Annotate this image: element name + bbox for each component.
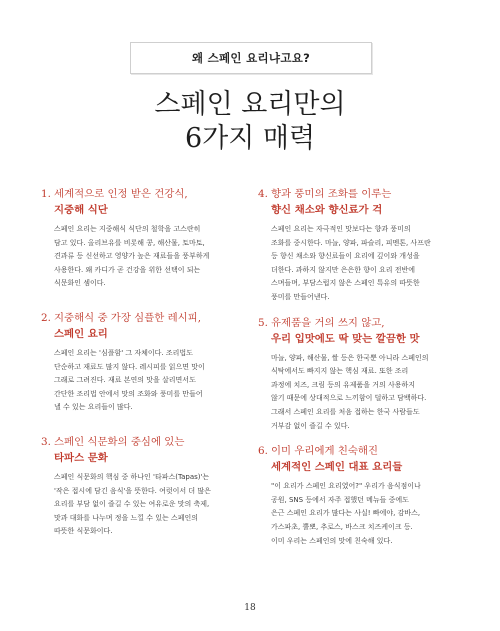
section-6-body-line: 이미 우리는 스페인의 맛에 친숙해 있다. xyxy=(271,536,393,545)
section-3-heading-line-2: 타파스 문화 xyxy=(54,451,108,464)
section-5-heading xyxy=(258,315,457,347)
left-column xyxy=(41,186,240,551)
section-4-heading-line-1: 향과 풍미의 조화를 이루는 xyxy=(271,188,392,200)
section-4-number: 4. xyxy=(258,188,268,200)
section-1-body-line: 스페인 요리는 지중해식 식단의 철학을 고스란히 xyxy=(54,225,201,233)
section-6-body-line: 가스파초, 뿔뽀, 추로스, 바스크 치즈케이크 등. xyxy=(271,522,413,531)
section-3-body-line: 따뜻한 식문화이다. xyxy=(54,527,113,536)
section-4-body xyxy=(258,223,457,305)
section-tab-label: 왜 스페인 요리냐고요? xyxy=(130,42,372,74)
section-4-heading xyxy=(258,186,457,218)
section-6-body-line: 은근 스페인 요리가 많다는 사실! 빠에야, 감바스, xyxy=(271,509,421,518)
section-4 xyxy=(258,186,457,305)
section-4-body-line: 더한다. 과하지 않지만 은은한 향이 요리 전반에 xyxy=(271,265,416,274)
section-1-number: 1. xyxy=(41,188,51,200)
section-4-heading-line-2: 향신 채소와 향신료가 걱 xyxy=(271,204,383,216)
section-6-number: 6. xyxy=(258,445,268,458)
section-4-body-line: 등 향신 채소와 향신료들이 요리에 깊이와 개성을 xyxy=(271,252,420,261)
section-5-body-line: 마늘, 양파, 해산물, 쌀 등은 한국뿐 아니라 스페인의 xyxy=(271,353,429,362)
section-1 xyxy=(41,186,240,291)
section-2-body-line: 낼 수 있는 요리들이 많다. xyxy=(54,403,133,412)
page-number: 18 xyxy=(244,603,256,613)
section-1-heading-line-1: 세계적으로 인정 받은 건강식, xyxy=(54,188,188,200)
page-title xyxy=(0,88,500,156)
section-5 xyxy=(258,315,457,434)
section-3-body xyxy=(41,471,240,539)
section-6-heading xyxy=(258,443,457,475)
section-5-heading-line-2: 우리 입맛에도 딱 맞는 깔끔한 맛 xyxy=(271,332,420,345)
section-2-heading-line-1: 지중해식 중 가장 심플한 레시피, xyxy=(54,311,201,324)
section-2-body-line: 스페인 요리는 '심플함' 그 자체이다. 조리법도 xyxy=(54,348,193,357)
section-4-body-line: 조화를 중시한다. 마늘, 양파, 파슬리, 피멘톤, 사프란 xyxy=(271,238,431,247)
section-2 xyxy=(41,310,240,415)
section-5-body-line: 과정에 치즈, 크림 등의 유제품을 거의 사용하지 xyxy=(271,380,416,389)
section-6-body xyxy=(258,480,457,548)
section-1-heading-line-2: 지중해 식단 xyxy=(54,204,108,216)
section-1-body xyxy=(41,223,240,291)
section-6-heading-line-1: 이미 우리에게 친숙해진 xyxy=(271,445,378,458)
section-3-heading-line-1: 스페인 식문화의 중심에 있는 xyxy=(54,435,185,448)
section-1-body-line: 식문화인 셈이다. xyxy=(54,279,106,288)
section-2-body-line: 단순하고 재료도 많지 않다. 레시피를 읽으면 맛이 xyxy=(54,362,205,371)
section-2-body xyxy=(41,347,240,415)
section-3-body-line: '작은 접시에 담긴 음식'을 뜻한다. 여럿이서 더 많은 xyxy=(54,486,211,495)
section-3-body-line: 요리를 부담 없이 즐길 수 있는 여유로운 맛의 축제, xyxy=(54,500,210,509)
section-3-body-line: 스페인 식문화의 핵심 중 하나인 '타파스(Tapas)'는 xyxy=(54,472,210,481)
section-6-heading-line-2: 세계적인 스페인 대표 요리들 xyxy=(271,461,403,474)
section-2-heading-line-2: 스페인 요리 xyxy=(54,327,108,340)
section-6-body-line: 공원, SNS 등에서 자주 접했던 메뉴들 중에도 xyxy=(271,495,409,504)
section-1-body-line: 사용한다. 왜 카디가 곧 건강을 위한 선택이 되는 xyxy=(54,265,201,274)
section-3 xyxy=(41,434,240,539)
section-5-body xyxy=(258,352,457,434)
page-title-line-2: 6가지 매력 xyxy=(184,123,316,154)
section-6-body-line: "이 요리가 스페인 요리였어?" 우리가 음식점이나 xyxy=(271,482,421,491)
section-1-heading xyxy=(41,186,240,218)
section-4-body-line: 스며들며, 부담스럽지 않은 스페인 특유의 따뜻한 xyxy=(271,279,420,288)
section-4-body-line: 풍미를 만들어낸다. xyxy=(271,292,330,301)
section-5-body-line: 식탁에서도 빠지지 않는 핵심 재료. 또한 조리 xyxy=(271,367,409,376)
section-2-body-line: 간단한 조리법 안에서 맛의 조화와 풍미를 만들어 xyxy=(54,389,203,398)
section-6 xyxy=(258,443,457,548)
section-5-heading-line-1: 유제품을 거의 쓰지 않고, xyxy=(271,316,385,329)
right-column xyxy=(258,186,457,560)
section-5-body-line: 않기 때문에 상대적으로 느끼함이 덜하고 담백하다. xyxy=(271,394,427,403)
section-4-body-line: 스페인 요리는 자극적인 맛보다는 향과 풍미의 xyxy=(271,225,411,233)
section-1-body-line: 견과류 등 신선하고 영양가 높은 재료들을 풍부하게 xyxy=(54,252,210,261)
section-5-body-line: 거부감 없이 즐길 수 있다. xyxy=(271,421,350,430)
section-2-number: 2. xyxy=(41,311,51,324)
section-2-body-line: 그래로 그려진다. 재료 본연의 맛을 살리면서도 xyxy=(54,376,196,385)
section-2-heading xyxy=(41,310,240,342)
section-1-body-line: 담고 있다. 올리브유를 비롯해 콩, 해산물, 토마토, xyxy=(54,238,205,247)
section-5-number: 5. xyxy=(258,316,268,329)
section-3-heading xyxy=(41,434,240,466)
section-3-number: 3. xyxy=(41,435,51,448)
section-3-body-line: 맛과 대화를 나누며 정을 느낄 수 있는 스페인의 xyxy=(54,513,199,522)
page-title-line-1: 스페인 요리만의 xyxy=(154,89,346,120)
section-5-body-line: 그래서 스페인 요리를 처음 접하는 한국 사람들도 xyxy=(271,407,420,416)
